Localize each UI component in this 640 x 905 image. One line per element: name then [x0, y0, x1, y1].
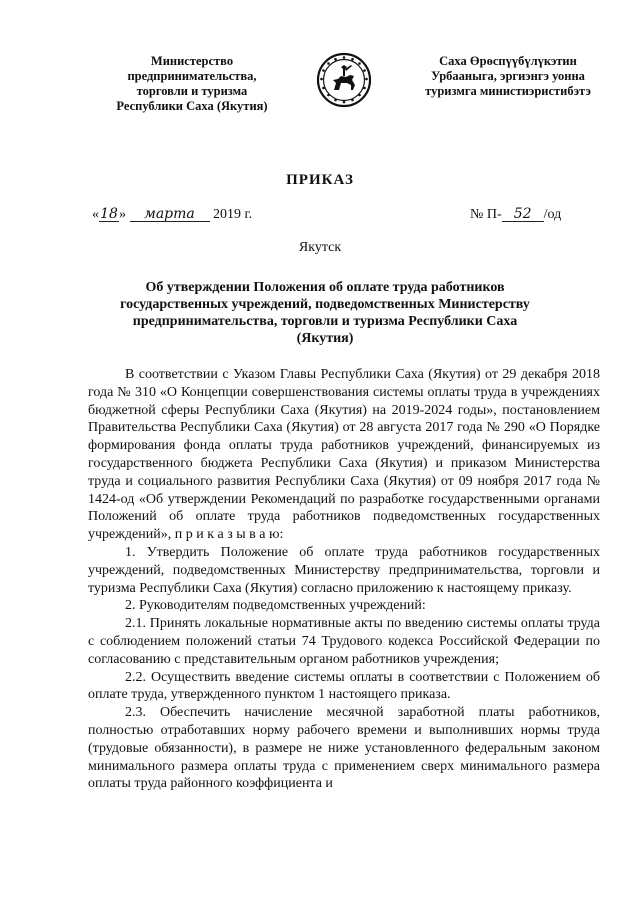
paragraph: 1. Утвердить Положение об оплате труда работников государственных учреждений, подведомственных Министерству предпринимательства, торговли и туризма Республики Саха (Якутия) согласно приложению к настоящему приказу.	[88, 544, 600, 596]
order-number	[470, 207, 561, 223]
order-body	[88, 366, 600, 793]
date-year: 2019 г.	[213, 207, 253, 222]
header-line: Саха Өрөспүүбүлүкэтин	[439, 54, 577, 68]
order-number-prefix: № П-	[470, 207, 502, 222]
paragraph: 2.2. Осуществить введение системы оплаты в соответствии с Положением об оплате труда, утвержденного пунктом 1 настоящего приказа.	[88, 669, 600, 703]
header-line: Республики Саха (Якутия)	[116, 99, 268, 113]
city: Якутск	[298, 240, 342, 255]
order-date	[92, 207, 252, 223]
document-title: ПРИКАЗ	[286, 172, 354, 188]
date-close-quote: »	[119, 207, 126, 222]
header-line: Урбааныга, эргиэнгэ уонна	[431, 69, 585, 83]
paragraph: В соответствии с Указом Главы Республики Саха (Якутия) от 29 декабря 2018 года № 310 «О Концепции совершенствования системы оплаты труда в учреждениях бюджетной сферы Республики Саха (Якутия) на 2019-2024 годы», постановлением Правительства Республики Саха (Якутия) от 28 августа 2017 года № 290 «О Порядке формирования фонда оплаты труда работников учреждений, финансируемых из государственного бюджета Республики Саха (Якутия) и приказом Министерства труда и социального развития Республики Саха (Якутия) от 09 ноября 2017 года № 1424-од «Об утверждении Рекомендаций по разработке государственными органами Положений об оплате труда работников подведомственных государственных учреждений», п р и к а з ы в а ю:	[88, 367, 600, 543]
date-open-quote: «	[92, 207, 99, 222]
paragraph: 2. Руководителям подведомственных учреждений:	[125, 598, 426, 614]
header-line: туризмга министиэристибэтэ	[425, 84, 591, 98]
order-number-value: 52	[502, 207, 544, 222]
order-number-suffix: /од	[543, 207, 562, 222]
paragraph: 2.3. Обеспечить начисление месячной заработной платы работников, полностью отработавших норму рабочего времени и выполнивших нормы труда (трудовые обязанности), в размере не ниже установленного федеральным законом минимального размера оплаты труда с применением сверх минимального размера оплаты труда районного коэффициента и	[88, 705, 600, 792]
date-day: 18	[100, 206, 118, 222]
date-month: марта	[130, 207, 210, 222]
paragraph: 2.1. Принять локальные нормативные акты по введению системы оплаты труда с соблюдением положений статьи 74 Трудового кодекса Российской Федерации по согласованию с представительным органом работников учреждения;	[88, 616, 600, 667]
ministry-header-sakha	[410, 54, 606, 99]
header-line: торговли и туризма	[136, 84, 248, 98]
order-subject: Об утверждении Положения об оплате труда работников государственных учреждений, подведомственных Министерству предпринимательства, торговли и туризма Республики Саха (Якутия)	[120, 280, 530, 346]
header-line: предпринимательства,	[127, 69, 257, 83]
sakha-coat-of-arms-icon	[316, 52, 372, 108]
header-line: Министерство	[150, 54, 234, 68]
ministry-header-russian	[102, 54, 282, 114]
